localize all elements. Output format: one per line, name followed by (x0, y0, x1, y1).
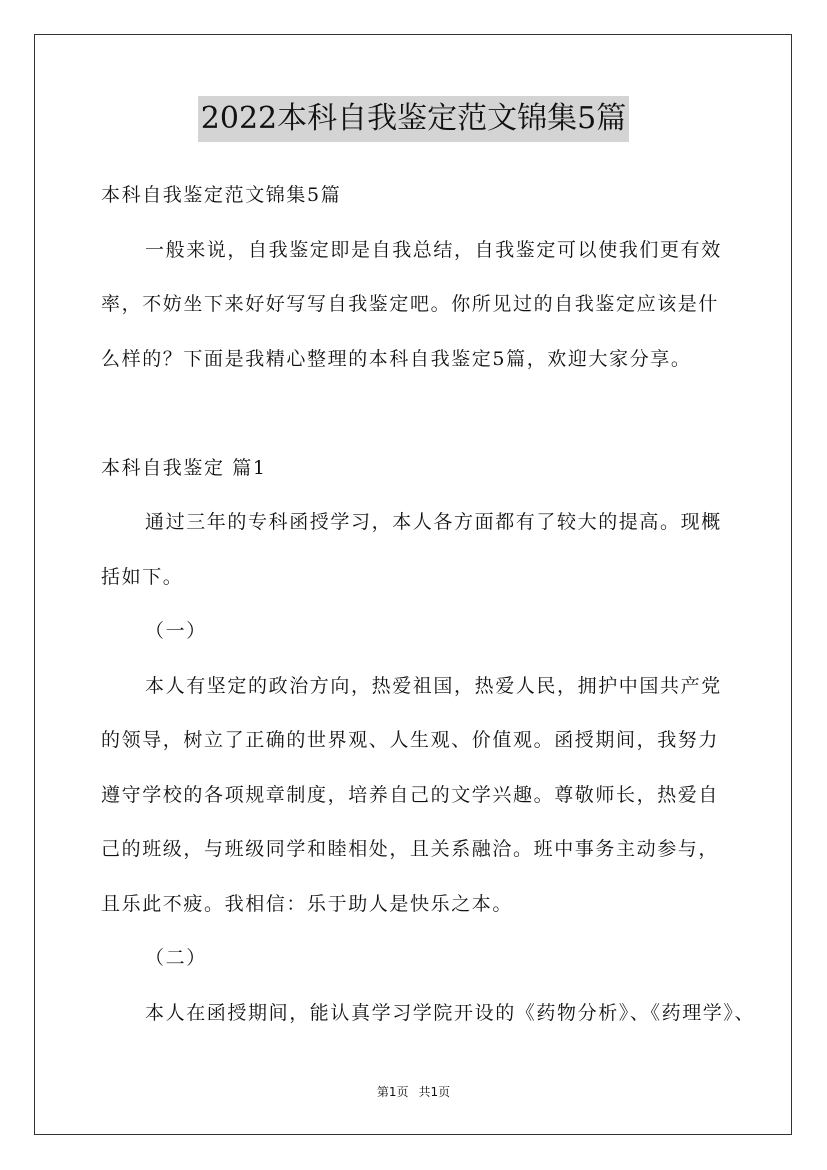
paragraph-line: 本人有坚定的政治方向，热爱祖国，热爱人民，拥护中国共产党 (145, 674, 722, 697)
document-title: 2022本科自我鉴定范文锦集5篇 (198, 96, 629, 142)
subsection-marker: （一） (145, 620, 207, 642)
blank-line (101, 386, 741, 441)
section-heading: 本科自我鉴定 篇1 (101, 456, 267, 479)
paragraph-line: 一般来说，自我鉴定即是自我总结，自我鉴定可以使我们更有效 (145, 238, 722, 261)
paragraph-line: 的领导，树立了正确的世界观、人生观、价值观。函授期间，我努力 (101, 729, 720, 751)
paragraph-line: 率，不妨坐下来好好写写自我鉴定吧。你所见过的自我鉴定应该是什 (101, 293, 720, 315)
title-container (0, 96, 827, 142)
paragraph-line: 己的班级，与班级同学和睦相处，且关系融洽。班中事务主动参与， (101, 838, 720, 860)
subsection-marker: （二） (145, 947, 207, 969)
paragraph-line: 本人在函授期间，能认真学习学院开设的《药物分析》、《药理学》、 (145, 1001, 756, 1024)
paragraph-line: 括如下。 (101, 565, 184, 588)
paragraph-line: 遵守学校的各项规章制度，培养自己的文学兴趣。尊敬师长，热爱自 (101, 783, 720, 806)
paragraph-line: 且乐此不疲。我相信：乐于助人是快乐之本。 (101, 892, 514, 915)
paragraph-line: 通过三年的专科函授学习，本人各方面都有了较大的提高。现概 (145, 511, 722, 533)
subtitle-line: 本科自我鉴定范文锦集5篇 (101, 184, 342, 206)
page-number: 第1页 (376, 1085, 409, 1099)
page-total: 共1页 (418, 1085, 451, 1099)
page-footer (0, 1084, 827, 1100)
document-body (101, 168, 756, 1040)
paragraph-line: 么样的？下面是我精心整理的本科自我鉴定5篇，欢迎大家分享。 (101, 347, 692, 370)
